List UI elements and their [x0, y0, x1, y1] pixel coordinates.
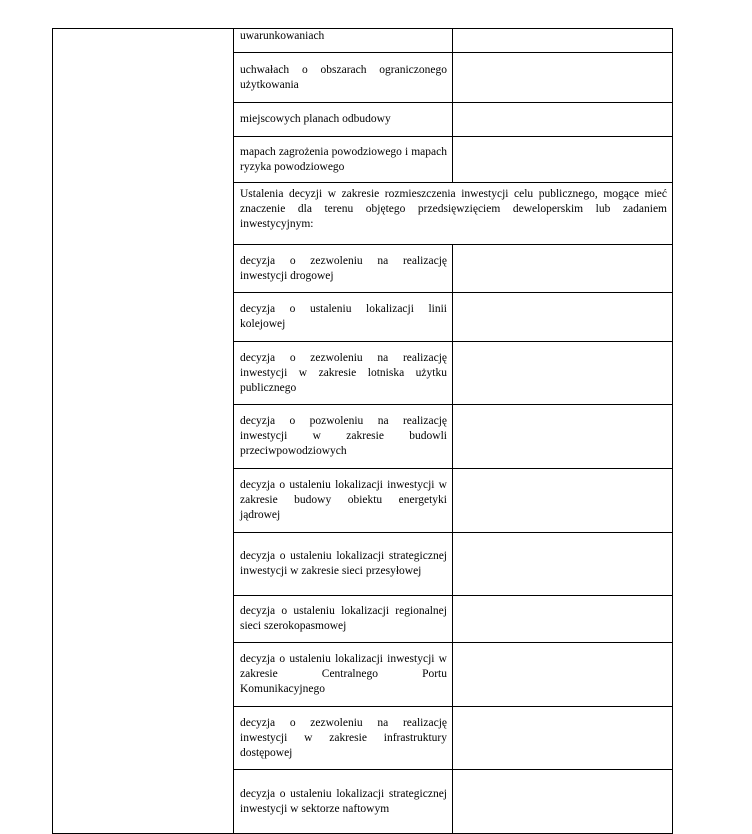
left-column-cell [53, 29, 234, 834]
row-label: uwarunkowaniach [234, 29, 453, 53]
document-table [52, 28, 673, 834]
value-cell [453, 469, 673, 533]
value-cell [453, 245, 673, 293]
section-heading: Ustalenia decyzji w zakresie rozmieszczenia inwestycji celu publicznego, mogące mieć znaczenie dla terenu objętego przedsięwzięciem deweloperskim lub zadaniem inwestycyjnym: [234, 183, 673, 245]
row-label: mapach zagrożenia powodziowego i mapach ryzyka powodziowego [234, 137, 453, 183]
value-cell [453, 533, 673, 596]
value-cell [453, 405, 673, 469]
decision-label: decyzja o ustaleniu lokalizacji inwestycji w zakresie budowy obiektu energetyki jądrowej [234, 469, 453, 533]
value-cell [453, 53, 673, 103]
row-label: uchwałach o obszarach ograniczonego użytkowania [234, 53, 453, 103]
value-cell [453, 342, 673, 405]
decision-label: decyzja o ustaleniu lokalizacji strategicznej inwestycji w sektorze naftowym [234, 770, 453, 834]
row-label: miejscowych planach odbudowy [234, 103, 453, 137]
decision-label: decyzja o zezwoleniu na realizację inwestycji drogowej [234, 245, 453, 293]
decision-label: decyzja o zezwoleniu na realizację inwestycji w zakresie infrastruktury dostępowej [234, 707, 453, 770]
value-cell [453, 770, 673, 834]
value-cell [453, 707, 673, 770]
value-cell [453, 643, 673, 707]
value-cell [453, 293, 673, 342]
value-cell [453, 103, 673, 137]
decision-label: decyzja o ustaleniu lokalizacji regionalnej sieci szerokopasmowej [234, 596, 453, 643]
value-cell [453, 29, 673, 53]
decision-label: decyzja o pozwoleniu na realizację inwestycji w zakresie budowli przeciwpowodziowych [234, 405, 453, 469]
decision-label: decyzja o ustaleniu lokalizacji strategicznej inwestycji w zakresie sieci przesyłowej [234, 533, 453, 596]
decision-label: decyzja o ustaleniu lokalizacji linii kolejowej [234, 293, 453, 342]
decision-label: decyzja o ustaleniu lokalizacji inwestycji w zakresie Centralnego Portu Komunikacyjnego [234, 643, 453, 707]
value-cell [453, 137, 673, 183]
decision-label: decyzja o zezwoleniu na realizację inwestycji w zakresie lotniska użytku publicznego [234, 342, 453, 405]
table-row [53, 29, 673, 53]
value-cell [453, 596, 673, 643]
